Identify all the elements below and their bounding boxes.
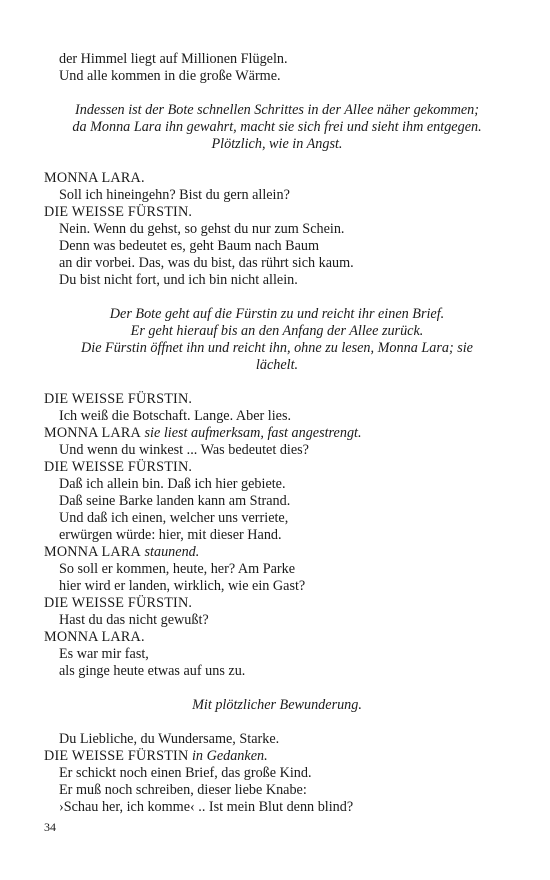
verse-line: Soll ich hineingehn? Bist du gern allein? [59, 187, 290, 203]
stage-direction: Der Bote geht auf die Fürstin zu und reicht ihr einen Brief. [109, 306, 445, 322]
stage-direction: Er geht hierauf bis an den Anfang der Allee zurück. [130, 323, 424, 339]
speaker-line [44, 425, 362, 442]
speaker-name: MONNA LARA [44, 544, 141, 560]
verse-line: Er schickt noch einen Brief, das große Kind. [59, 765, 312, 781]
verse-line: Ich weiß die Botschaft. Lange. Aber lies. [59, 408, 292, 424]
verse-line: der Himmel liegt auf Millionen Flügeln. [59, 51, 288, 67]
verse-line: So soll er kommen, heute, her? Am Parke [59, 561, 296, 577]
verse-line: Es war mir fast, [59, 646, 149, 662]
verse-line: Und daß ich einen, welcher uns verriete, [59, 510, 289, 526]
verse-line: Daß ich allein bin. Daß ich hier gebiete. [59, 476, 286, 492]
verse-line: Denn was bedeutet es, geht Baum nach Baum [59, 238, 320, 254]
verse-line: Und alle kommen in die große Wärme. [59, 68, 281, 84]
verse-line: Daß seine Barke landen kann am Strand. [59, 493, 291, 509]
speaker-name: MONNA LARA. [44, 170, 145, 186]
speaker-line [44, 544, 199, 561]
stage-direction: da Monna Lara ihn gewahrt, macht sie sich frei und sieht ihm entgegen. [72, 119, 482, 135]
verse-line: Nein. Wenn du gehst, so gehst du nur zum Schein. [59, 221, 345, 237]
speaker-direction: in Gedanken. [191, 748, 268, 764]
verse-line: ›Schau her, ich komme‹ .. Ist mein Blut denn blind? [59, 799, 354, 815]
speaker-name: DIE WEISSE FÜRSTIN. [44, 459, 193, 475]
verse-line: als ginge heute etwas auf uns zu. [59, 663, 246, 679]
page-number: 34 [44, 820, 56, 834]
stage-direction: Die Fürstin öffnet ihn und reicht ihn, ohne zu lesen, Monna Lara; sie [81, 340, 473, 356]
verse-line: Du Liebliche, du Wundersame, Starke. [59, 731, 280, 747]
speaker-name: DIE WEISSE FÜRSTIN. [44, 595, 193, 611]
speaker-name: MONNA LARA. [44, 629, 145, 645]
verse-line: hier wird er landen, wirklich, wie ein Gast? [59, 578, 306, 594]
speaker-name: DIE WEISSE FÜRSTIN. [44, 204, 193, 220]
speaker-name: DIE WEISSE FÜRSTIN. [44, 391, 193, 407]
verse-line: erwürgen würde: hier, mit dieser Hand. [59, 527, 282, 543]
speaker-direction: sie liest aufmerksam, fast angestrengt. [144, 425, 362, 441]
speaker-line [44, 748, 268, 765]
speaker-name: DIE WEISSE FÜRSTIN [44, 748, 189, 764]
verse-line: an dir vorbei. Das, was du bist, das rührt sich kaum. [59, 255, 354, 271]
speaker-name: MONNA LARA [44, 425, 141, 441]
stage-direction: lächelt. [255, 357, 299, 373]
verse-line: Du bist nicht fort, und ich bin nicht allein. [59, 272, 298, 288]
speaker-direction: staunend. [144, 544, 200, 560]
stage-direction: Mit plötzlicher Bewunderung. [192, 697, 362, 713]
verse-line: Hast du das nicht gewußt? [59, 612, 209, 628]
stage-direction: Plötzlich, wie in Angst. [211, 136, 343, 152]
stage-direction: Indessen ist der Bote schnellen Schrittes in der Allee näher gekommen; [75, 102, 479, 118]
verse-line: Er muß noch schreiben, dieser liebe Knabe: [59, 782, 307, 798]
verse-line: Und wenn du winkest ... Was bedeutet dies? [59, 442, 309, 458]
